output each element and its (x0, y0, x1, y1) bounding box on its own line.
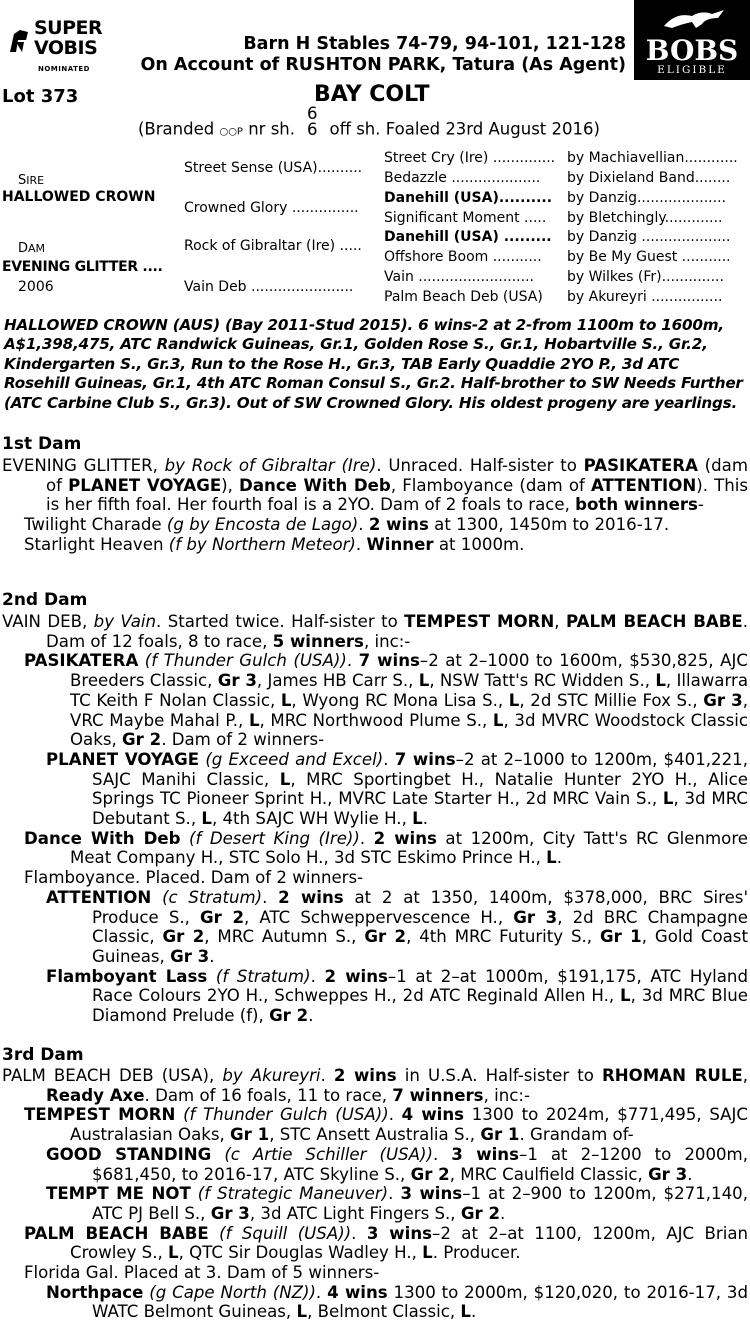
second-dam-body: VAIN DEB, by Vain. Started twice. Half-sister to TEMPEST MORN, PALM BEACH BABE. Dam of 12 foals, 8 to race, 5 winners, inc:- PASIKATERA (f Thunder Gulch (USA)). 7 wins–2 at 2–1000 to 1600m, $530,825, AJC Breeders Classic, Gr 3, James HB Carr S., L, NSW Tatt's RC Widden S., L, Illawarra TC Keith F Nolan Classic, L, Wyong RC Mona Lisa S., L, 2d STC Millie Fox S., Gr 3, VRC Maybe Mahal P., L, MRC Northwood Plume S., L, 3d MVRC Woodstock Classic Oaks, Gr 2. Dam of 2 winners- PLANET VOYAGE (g Exceed and Excel). 7 wins–2 at 2–1000 to 1200m, $401,221, SAJC Manihi Classic, L, MRC Sportingbet H., Natalie Hunter 2YO H., Alice Springs TC Pioneer Sprint H., MVRC Late Starter H., 2d MRC Vain S., L, 3d MRC Debutant S., L, 4th SAJC WH Wylie H., L. Dance With Deb (f Desert King (Ire)). 2 wins at 1200m, City Tatt's RC Glenmore Meat Company H., STC Solo H., 3d STC Eskimo Prince H., L. Flamboyance. Placed. Dam of 2 winners- ATTENTION (c Stratum). 2 wins at 2 at 1350, 1400m, $378,000, BRC Sires' Produce S., Gr 2, ATC Schweppervescence H., Gr 3, 2d BRC Champagne Classic, Gr 2, MRC Autumn S., Gr 2, 4th MRC Futurity S., Gr 1, Gold Coast Guineas, Gr 3. Flamboyant Lass (f Stratum). 2 wins–1 at 2–at 1000m, $191,175, ATC Hyland Race Colours 2YO H., Schweppes H., 2d ATC Reginald Allen H., L, 3d MRC Blue Diamond Prelude (f), Gr 2. (2, 612, 749, 1026)
brand-line (138, 104, 600, 146)
brand-fraction (300, 106, 324, 138)
logo-vobis: VOBIS (34, 37, 98, 59)
bobs-title: BOBS (645, 34, 739, 67)
pedigree-gen2-name: Palm Beach Deb (USA) (384, 289, 543, 305)
second-dam-heading: 2nd Dam (2, 590, 88, 610)
barn-line: Barn H Stables 74-79, 94-101, 121-128 (243, 34, 626, 54)
pedigree-gen2-name: Bedazzle .................... (384, 170, 541, 186)
sire-label: SIRE (18, 173, 45, 188)
dam-label: DAM (18, 241, 46, 256)
third-dam-heading: 3rd Dam (2, 1045, 84, 1065)
pedigree-gen1-dam-dam: Vain Deb ....................... (184, 279, 354, 295)
super-vobis-logo (6, 18, 106, 76)
pedigree-gen1-sire-dam: Crowned Glory ............... (184, 200, 359, 216)
logo-nominated: NOMINATED (38, 65, 90, 73)
bobs-subtitle: ELIGIBLE (657, 64, 727, 76)
pedigree-gen1-dam-sire: Rock of Gibraltar (Ire) ..... (184, 238, 362, 254)
super-vobis-text (34, 18, 102, 58)
pedigree-gen2-name: Street Cry (Ire) .............. (384, 150, 556, 166)
dam-name-text: EVENING GLITTER (2, 259, 138, 275)
dam-foal-year: 2006 (18, 279, 54, 295)
first-dam-body: EVENING GLITTER, by Rock of Gibraltar (Ire). Unraced. Half-sister to PASIKATERA (dam of PLANET VOYAGE), Dance With Deb, Flamboyance (dam of ATTENTION). This is her fifth foal. Her fourth foal is a 2YO. Dam of 2 foals to race, both winners- Twilight Charade (g by Encosta de Lago). 2 wins at 1300, 1450m to 2016-17. Starlight Heaven (f by Northern Meteor). Winner at 1000m. (2, 456, 749, 554)
pedigree-gen2-name: Danehill (USA) ......... (384, 229, 552, 245)
bobs-eligible-badge (634, 0, 750, 80)
brand-near-side: nr sh. (248, 119, 295, 139)
pedigree-gen2-sire: by Machiavellian............ (567, 150, 738, 166)
pedigree-gen2-sire: by Be My Guest ........... (567, 249, 731, 265)
pedigree-gen2-sire: by Akureyri ................ (567, 289, 723, 305)
third-dam-body: PALM BEACH DEB (USA), by Akureyri. 2 wins in U.S.A. Half-sister to RHOMAN RULE, Ready Axe. Dam of 16 foals, 11 to race, 7 winners, inc:- TEMPEST MORN (f Thunder Gulch (USA)). 4 wins 1300 to 2024m, $771,495, SAJC Australasian Oaks, Gr 1, STC Ansett Australia S., Gr 1. Grandam of- GOOD STANDING (c Artie Schiller (USA)). 3 wins–1 at 2–1200 to 2000m, $681,450, to 2016-17, ATC Skyline S., Gr 2, MRC Caulfield Classic, Gr 3. TEMPT ME NOT (f Strategic Maneuver). 3 wins–1 at 2–900 to 1200m, $271,140, ATC PJ Bell S., Gr 3, 3d ATC Light Fingers S., Gr 2. PALM BEACH BABE (f Squill (USA)). 3 wins–2 at 2–at 1100, 1200m, AJC Brian Crowley S., L, QTC Sir Douglas Wadley H., L. Producer. Florida Gal. Placed at 3. Dam of 5 winners- Northpace (g Cape North (NZ)). 4 wins 1300 to 2000m, $120,020, to 2016-17, 3d WATC Belmont Guineas, L, Belmont Classic, L. (2, 1066, 749, 1322)
brand-open: (Branded (138, 119, 215, 139)
consignor-block (140, 34, 626, 76)
pedigree-gen2-sire: by Danzig.................... (567, 190, 726, 206)
bobs-horse-icon (662, 6, 726, 32)
pedigree-gen2-sire: by Danzig .................... (567, 229, 731, 245)
brand-rest: off sh. Foaled 23rd August 2016) (329, 119, 600, 139)
pedigree-gen2-sire: by Bletchingly............. (567, 210, 723, 226)
first-dam-heading: 1st Dam (2, 434, 82, 454)
dam-name: EVENING GLITTER .... (2, 259, 163, 275)
brand-mark: ○○P (219, 126, 243, 138)
brand-bottom: 6 (307, 120, 318, 139)
pedigree-gen2-name: Significant Moment ..... (384, 210, 547, 226)
pedigree-gen2-sire: by Dixieland Band........ (567, 170, 731, 186)
sire-name: HALLOWED CROWN (2, 189, 156, 205)
sire-summary: HALLOWED CROWN (AUS) (Bay 2011-Stud 2015). 6 wins-2 at 2-from 1100m to 1600m, A$1,398,475, ATC Randwick Guineas, Gr.1, Golden Rose S., Gr.1, Hobartville S., Gr.2, Kindergarten S., Gr.3, Run to the Rose H., Gr.3, TAB Early Quaddie 2YO P., 3d ATC Rosehill Guineas, Gr.1, 4th ATC Roman Consul S., Gr.2. Half-brother to SW Needs Further (ATC Carbine Club S., Gr.3). Out of SW Crowned Glory. His oldest progeny are yearlings. (4, 316, 743, 412)
lot-number: Lot 373 (2, 86, 79, 107)
super-vobis-logo-icon (6, 26, 32, 56)
pedigree-gen2-name: Offshore Boom ........... (384, 249, 542, 265)
pedigree-gen2-sire: by Wilkes (Fr).............. (567, 269, 724, 285)
account-line: On Account of RUSHTON PARK, Tatura (As Agent) (140, 55, 626, 75)
lot-sex-colour: BAY COLT (314, 82, 430, 107)
brand-top: 6 (307, 104, 318, 123)
pedigree-gen2-name: Vain .......................... (384, 269, 534, 285)
pedigree-gen1-sire-sire: Street Sense (USA).......... (184, 160, 363, 176)
pedigree-gen2-name: Danehill (USA).......... (384, 190, 553, 206)
logo-super: SUPER (34, 17, 103, 39)
